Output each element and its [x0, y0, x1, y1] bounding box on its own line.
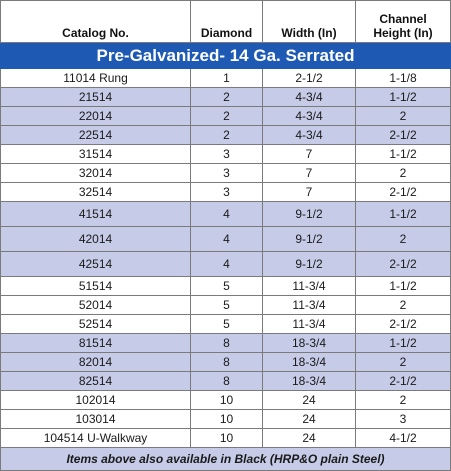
cell-width: 11-3/4 — [263, 277, 356, 296]
cell-width: 18-3/4 — [263, 372, 356, 391]
cell-catalog: 104514 U-Walkway — [1, 429, 191, 448]
table-body — [1, 43, 451, 448]
cell-diamond: 10 — [191, 429, 263, 448]
cell-channel: 2-1/2 — [356, 126, 451, 145]
table-row — [1, 315, 451, 334]
header-channel-height — [356, 1, 451, 43]
cell-channel: 2 — [356, 164, 451, 183]
header-channel-line2: Height (In) — [373, 26, 433, 40]
cell-catalog: 103014 — [1, 410, 191, 429]
cell-diamond: 10 — [191, 391, 263, 410]
cell-diamond: 2 — [191, 88, 263, 107]
cell-width: 24 — [263, 410, 356, 429]
cell-diamond: 3 — [191, 145, 263, 164]
cell-diamond: 5 — [191, 315, 263, 334]
cell-width: 4-3/4 — [263, 107, 356, 126]
cell-diamond: 5 — [191, 296, 263, 315]
cell-channel: 2 — [356, 107, 451, 126]
cell-channel: 2-1/2 — [356, 372, 451, 391]
footer-row — [1, 448, 451, 471]
cell-width: 11-3/4 — [263, 296, 356, 315]
table-row — [1, 69, 451, 88]
cell-width: 7 — [263, 145, 356, 164]
cell-catalog: 42514 — [1, 252, 191, 277]
cell-catalog: 51514 — [1, 277, 191, 296]
table-row — [1, 88, 451, 107]
cell-diamond: 2 — [191, 126, 263, 145]
cell-width: 18-3/4 — [263, 334, 356, 353]
header-diamond: Diamond — [191, 1, 263, 43]
cell-channel: 3 — [356, 410, 451, 429]
cell-catalog: 52514 — [1, 315, 191, 334]
cell-width: 18-3/4 — [263, 353, 356, 372]
footer-note: Items above also available in Black (HRP&O plain Steel) — [1, 448, 451, 471]
cell-width: 4-3/4 — [263, 126, 356, 145]
cell-catalog: 82014 — [1, 353, 191, 372]
cell-catalog: 102014 — [1, 391, 191, 410]
table-row — [1, 296, 451, 315]
cell-channel: 2 — [356, 353, 451, 372]
cell-channel: 2 — [356, 227, 451, 252]
cell-channel: 2 — [356, 296, 451, 315]
cell-channel: 2-1/2 — [356, 315, 451, 334]
table-row — [1, 126, 451, 145]
cell-catalog: 22514 — [1, 126, 191, 145]
table-row — [1, 277, 451, 296]
table-row — [1, 145, 451, 164]
cell-diamond: 4 — [191, 252, 263, 277]
cell-channel: 2-1/2 — [356, 252, 451, 277]
table-row — [1, 391, 451, 410]
cell-diamond: 8 — [191, 334, 263, 353]
cell-width: 9-1/2 — [263, 202, 356, 227]
header-channel-line1: Channel — [379, 12, 427, 26]
table-row — [1, 183, 451, 202]
cell-catalog: 32014 — [1, 164, 191, 183]
cell-diamond: 2 — [191, 107, 263, 126]
cell-channel: 1-1/2 — [356, 334, 451, 353]
cell-catalog: 41514 — [1, 202, 191, 227]
table-row — [1, 334, 451, 353]
table-row — [1, 372, 451, 391]
table-row — [1, 410, 451, 429]
cell-channel: 1-1/8 — [356, 69, 451, 88]
cell-catalog: 42014 — [1, 227, 191, 252]
cell-catalog: 31514 — [1, 145, 191, 164]
section-title: Pre-Galvanized- 14 Ga. Serrated — [1, 43, 451, 69]
cell-width: 4-3/4 — [263, 88, 356, 107]
cell-channel: 1-1/2 — [356, 145, 451, 164]
header-row — [1, 1, 451, 43]
table-row — [1, 353, 451, 372]
cell-width: 9-1/2 — [263, 227, 356, 252]
cell-width: 7 — [263, 164, 356, 183]
cell-catalog: 22014 — [1, 107, 191, 126]
table-row — [1, 227, 451, 252]
cell-diamond: 3 — [191, 183, 263, 202]
table-row — [1, 202, 451, 227]
cell-channel: 2-1/2 — [356, 183, 451, 202]
table-row — [1, 107, 451, 126]
cell-channel: 2 — [356, 391, 451, 410]
header-catalog: Catalog No. — [1, 1, 191, 43]
cell-width: 2-1/2 — [263, 69, 356, 88]
cell-width: 24 — [263, 429, 356, 448]
cell-catalog: 52014 — [1, 296, 191, 315]
cell-channel: 1-1/2 — [356, 277, 451, 296]
table-row — [1, 164, 451, 183]
cell-channel: 4-1/2 — [356, 429, 451, 448]
cell-width: 24 — [263, 391, 356, 410]
cell-catalog: 21514 — [1, 88, 191, 107]
cell-diamond: 1 — [191, 69, 263, 88]
cell-catalog: 81514 — [1, 334, 191, 353]
cell-channel: 1-1/2 — [356, 88, 451, 107]
section-title-row — [1, 43, 451, 69]
cell-catalog: 11014 Rung — [1, 69, 191, 88]
cell-width: 11-3/4 — [263, 315, 356, 334]
cell-diamond: 5 — [191, 277, 263, 296]
cell-diamond: 8 — [191, 372, 263, 391]
cell-width: 9-1/2 — [263, 252, 356, 277]
cell-width: 7 — [263, 183, 356, 202]
cell-channel: 1-1/2 — [356, 202, 451, 227]
table-row — [1, 252, 451, 277]
cell-diamond: 8 — [191, 353, 263, 372]
cell-diamond: 4 — [191, 202, 263, 227]
header-width: Width (In) — [263, 1, 356, 43]
cell-diamond: 10 — [191, 410, 263, 429]
cell-catalog: 32514 — [1, 183, 191, 202]
cell-diamond: 3 — [191, 164, 263, 183]
table-row — [1, 429, 451, 448]
cell-catalog: 82514 — [1, 372, 191, 391]
cell-diamond: 4 — [191, 227, 263, 252]
